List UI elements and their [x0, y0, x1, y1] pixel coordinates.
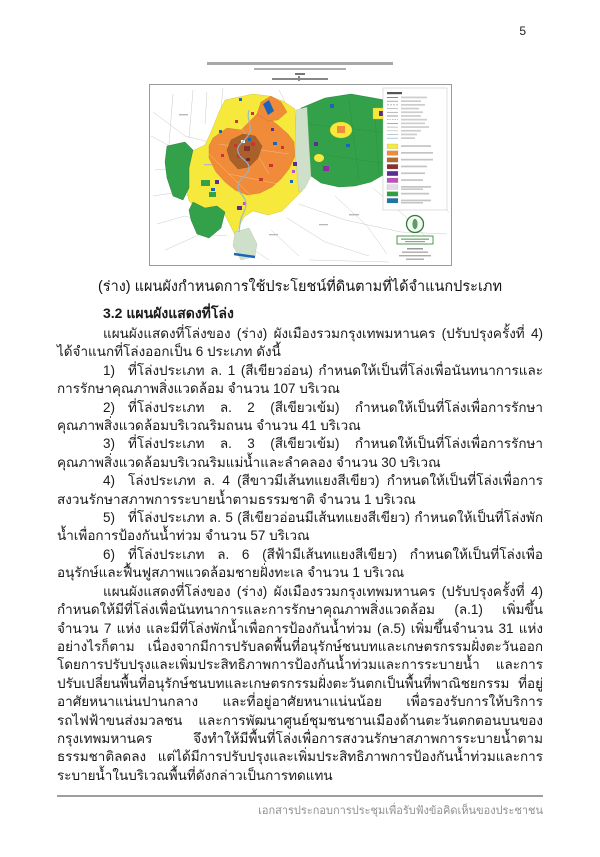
item-number: 6) [103, 546, 116, 562]
list-item [57, 399, 543, 436]
list-item [57, 509, 543, 546]
land-use-map-image [149, 84, 452, 266]
map-scale-bar [272, 78, 328, 80]
item-number: 2) [103, 399, 116, 415]
land-use-map-figure [0, 62, 600, 298]
map-microtext-mark [295, 73, 305, 75]
figure-caption: (ร่าง) แผนผังกำหนดการใช้ประโยชน์ที่ดินตามที่ได้จำแนกประเภท [97, 278, 503, 295]
item-text: ที่โล่งประเภท ล. 3 (สีเขียวเข้ม) กำหนดให้เป็นที่โล่งเพื่อการรักษาคุณภาพสิ่งแวดล้อมบริเวณริมแม่น้ำและลำคลอง จำนวน 30 บริเวณ [57, 436, 543, 470]
item-number: 1) [103, 362, 116, 378]
legend-swatch-yellow [387, 144, 398, 149]
item-text: ที่โล่งประเภท ล. 2 (สีเขียวเข้ม) กำหนดให้เป็นที่โล่งเพื่อการรักษาคุณภาพสิ่งแวดล้อมบริเวณริมถนน จำนวน 41 บริเวณ [57, 399, 543, 434]
section-heading: 3.2 แผนผังแสดงที่โล่ง [103, 305, 234, 321]
legend-swatch-pale [387, 184, 398, 189]
legend-swatch-orange [387, 150, 398, 155]
page-number: 5 [519, 24, 526, 38]
closing-paragraph: แผนผังแสดงที่โล่งของ (ร่าง) ผังเมืองรวมกรุงเทพมหานคร (ปรับปรุงครั้งที่ 4) กำหนดให้มีที่โล่งเพื่อนันทนาการและการรักษาคุณภาพสิ่งแวดล้อม (ล.1) เพิ่มขึ้นจำนวน 7 แห่ง และมีที่โล่งพักน้ำเพื่อการป้องกันน้ำท่วม (ล.5) เพิ่มขึ้นจำนวน 31 แห่ง อย่างไรก็ตาม เนื่องจากมีการปรับลดพื้นที่อนุรักษ์ชนบทและเกษตรกรรมฝั่งตะวันออกโดยการปรับปรุงและเพิ่มประสิทธิภาพการป้องกันน้ำท่วมและการระบายน้ำ และการปรับเปลี่ยนพื้นที่อนุรักษ์ชนบทและเกษตรกรรมฝั่งตะวันตกเป็นพื้นที่พาณิชยกรรม ที่อยู่อาศัยหนาแน่นปานกลาง และที่อยู่อาศัยหนาแน่นน้อย เพื่อรองรับการให้บริการรถไฟฟ้าขนส่งมวลชน และการพัฒนาศูนย์ชุมชนชานเมืองด้านตะวันตกตอนบนของกรุงเทพมหานคร จึงทำให้มีพื้นที่โล่งเพื่อการสงวนรักษาสภาพการระบายน้ำตามธรรมชาติลดลง แต่ได้มีการปรับปรุงและเพิ่มประสิทธิภาพการป้องกันน้ำท่วมและการระบายน้ำในบริเวณพื้นที่ดังกล่าวเป็นการทดแทน [57, 583, 543, 783]
section-intro: แผนผังแสดงที่โล่งของ (ร่าง) ผังเมืองรวมกรุงเทพมหานคร (ปรับปรุงครั้งที่ 4) ได้จำแนกที่โล่งออกเป็น 6 ประเภท ดังนี้ [57, 326, 543, 360]
legend-swatch-maroon [387, 164, 398, 169]
legend-swatch-brown [387, 157, 398, 162]
footer-text: เอกสารประกอบการประชุมเพื่อรับฟังข้อคิดเห็นของประชาชน [258, 805, 543, 817]
item-text: ที่โล่งประเภท ล. 5 (สีเขียวอ่อนมีเส้นทแยงสีเขียว) กำหนดให้เป็นที่โล่งพักน้ำเพื่อการป้องกันน้ำท่วม จำนวน 57 บริเวณ [57, 510, 543, 544]
item-text: ที่โล่งประเภท ล. 6 (สีฟ้ามีเส้นทแยงสีเขียว) กำหนดให้เป็นที่โล่งเพื่ออนุรักษ์และฟื้นฟูสภาพแวดล้อมชายฝั่งทะเล จำนวน 1 บริเวณ [57, 546, 543, 581]
legend-swatch-blue [387, 198, 398, 203]
legend-swatch-green [387, 191, 398, 196]
item-number: 4) [103, 473, 116, 489]
map-microtext-line [254, 68, 346, 71]
list-item [57, 362, 543, 399]
list-item [57, 472, 543, 509]
item-text: โล่งประเภท ล. 4 (สีขาวมีเส้นทแยงสีเขียว) กำหนดให้เป็นที่โล่งเพื่อการสงวนรักษาสภาพการระบายน้ำตามธรรมชาติ จำนวน 1 บริเวณ [57, 473, 543, 507]
map-microtext-line [207, 62, 393, 65]
item-number: 5) [103, 510, 116, 526]
map-microtext [0, 62, 600, 80]
legend-swatch-purple [387, 171, 398, 176]
map-legend [383, 88, 447, 210]
list-item [57, 546, 543, 583]
page-footer [57, 795, 543, 819]
item-number: 3) [103, 436, 116, 452]
list-item [57, 435, 543, 472]
item-text: ที่โล่งประเภท ล. 1 (สีเขียวอ่อน) กำหนดให้เป็นที่โล่งเพื่อนันทนาการและการรักษาคุณภาพสิ่งแวดล้อม จำนวน 107 บริเวณ [57, 362, 543, 397]
legend-swatch-magenta [387, 178, 398, 183]
section-3-2 [57, 304, 543, 785]
